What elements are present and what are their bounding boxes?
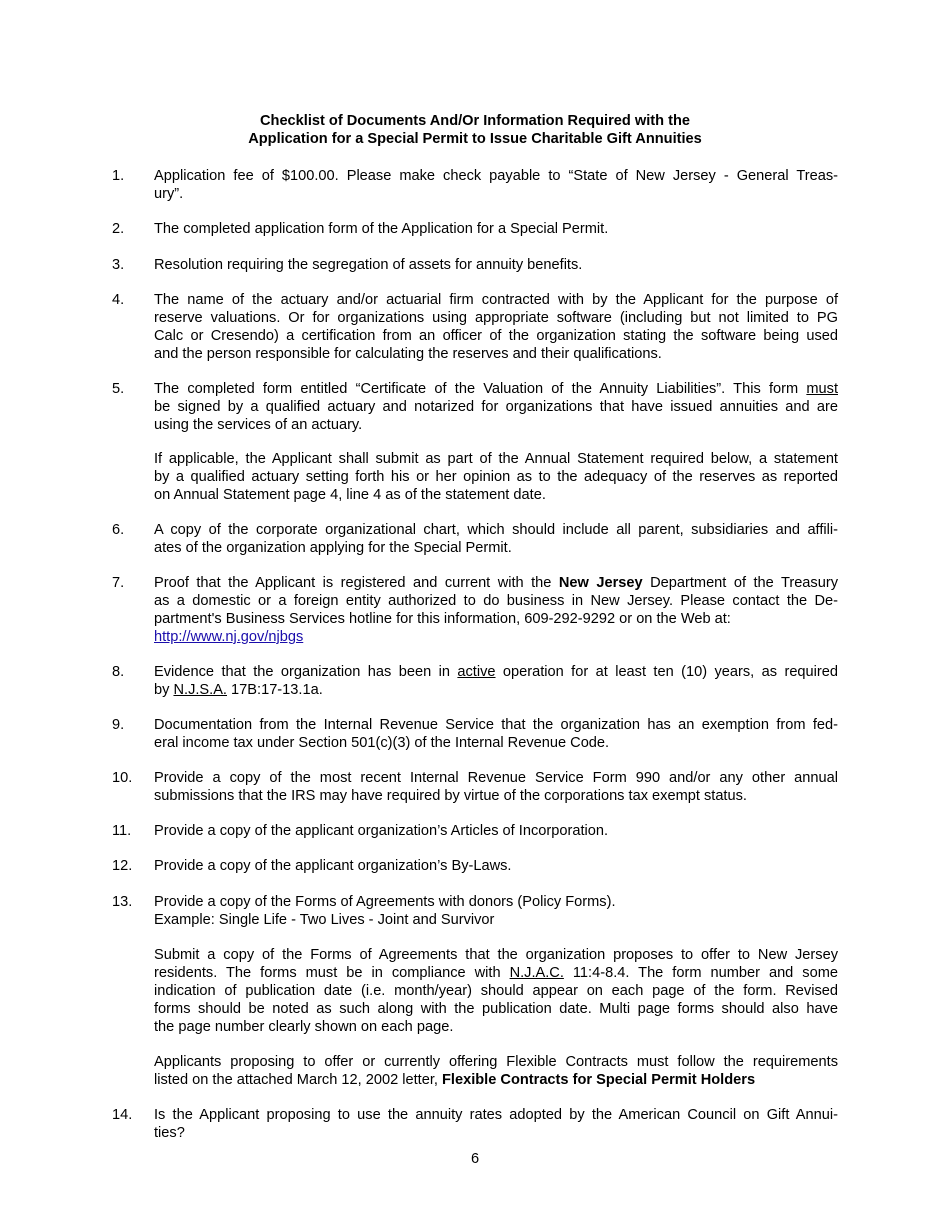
text-span: Department of the Treasury bbox=[642, 575, 838, 591]
text-line: Applicants proposing to offer or currently offering Flexible Contracts must follow the requirements bbox=[154, 1054, 838, 1070]
text-line bbox=[154, 964, 838, 982]
text-line: Provide a copy of the most recent Internal Revenue Service Form 990 and/or any other annual bbox=[154, 770, 838, 786]
text-line: forms should be noted as such along with the publication date. Multi page forms should also have bbox=[154, 1001, 838, 1017]
item-number: 5. bbox=[112, 381, 125, 397]
text-line: Provide a copy of the applicant organization’s By-Laws. bbox=[154, 858, 512, 874]
text-line: Example: Single Life - Two Lives - Joint and Survivor bbox=[154, 912, 495, 928]
text-line: and the person responsible for calculating the reserves and their qualifications. bbox=[154, 346, 662, 362]
item-text bbox=[154, 769, 838, 805]
item-text bbox=[154, 663, 838, 699]
text-span: The completed form entitled “Certificate of the Valuation of the Annuity Liabilities”. This form bbox=[154, 381, 807, 397]
item-number: 11. bbox=[112, 823, 132, 839]
text-line: submissions that the IRS may have required by virtue of the corporations tax exempt status. bbox=[154, 788, 747, 804]
text-line: be signed by a qualified actuary and notarized for organizations that have issued annuities and are bbox=[154, 399, 838, 415]
bold-text: Flexible Contracts for Special Permit Holders bbox=[442, 1072, 756, 1088]
text-line: reserve valuations. Or for organizations using appropriate software (including but not limited to PG bbox=[154, 310, 838, 326]
text-span: listed on the attached March 12, 2002 letter, bbox=[154, 1072, 443, 1088]
text-line bbox=[154, 681, 838, 699]
text-line: Provide a copy of the applicant organization’s Articles of Incorporation. bbox=[154, 823, 609, 839]
item-number: 9. bbox=[112, 717, 125, 733]
text-span: operation for at least ten (10) years, as required bbox=[495, 664, 839, 680]
text-line: on Annual Statement page 4, line 4 as of the statement date. bbox=[154, 487, 546, 503]
item-text bbox=[154, 716, 838, 752]
text-line bbox=[154, 574, 838, 592]
underlined-text: N.J.A.C. bbox=[509, 965, 564, 981]
title-line-1: Checklist of Documents And/Or Information Required with the bbox=[259, 113, 690, 129]
item-number: 6. bbox=[112, 522, 125, 538]
item-text bbox=[154, 893, 838, 929]
text-line bbox=[154, 380, 838, 398]
underlined-text: active bbox=[457, 664, 496, 680]
text-span: 17B:17-13.1a. bbox=[227, 682, 323, 698]
text-span: 11:4-8.4. The form number and some bbox=[563, 965, 838, 981]
bold-text: New Jersey bbox=[558, 575, 643, 591]
item-text bbox=[154, 167, 838, 203]
item-text bbox=[154, 220, 838, 238]
text-line: by a qualified actuary setting forth his or her opinion as to the adequacy of the reserves as reported bbox=[154, 469, 838, 485]
item-text bbox=[154, 857, 838, 875]
text-line: Submit a copy of the Forms of Agreements that the organization proposes to offer to New Jersey bbox=[154, 947, 838, 963]
text-span: by bbox=[154, 682, 174, 698]
item-number: 8. bbox=[112, 664, 125, 680]
item-number: 3. bbox=[112, 257, 125, 273]
item-text bbox=[154, 291, 838, 363]
underlined-text: N.J.S.A. bbox=[173, 682, 227, 698]
text-line: The name of the actuary and/or actuarial firm contracted with by the Applicant for the purpose of bbox=[154, 292, 838, 308]
njbgs-link[interactable]: http://www.nj.gov/njbgs bbox=[154, 629, 304, 645]
text-line: A copy of the corporate organizational chart, which should include all parent, subsidiaries and affili- bbox=[154, 522, 838, 538]
text-line: using the services of an actuary. bbox=[154, 417, 363, 433]
text-line: Calc or Cresendo) a certification from an officer of the organization stating the software being used bbox=[154, 328, 838, 344]
text-line bbox=[154, 1071, 838, 1089]
document-title bbox=[0, 112, 950, 148]
item-paragraph-2 bbox=[154, 450, 838, 504]
text-span: Evidence that the organization has been in bbox=[154, 664, 458, 680]
text-line: ates of the organization applying for the Special Permit. bbox=[154, 540, 512, 556]
text-line: Application fee of $100.00. Please make check payable to “State of New Jersey - General Treas- bbox=[154, 168, 838, 184]
text-line: partment's Business Services hotline for this information, 609-292-9292 or on the Web at: bbox=[154, 611, 731, 627]
item-paragraph-2 bbox=[154, 946, 838, 1036]
text-line bbox=[154, 628, 838, 646]
item-number: 12. bbox=[112, 858, 133, 874]
text-line: ties? bbox=[154, 1125, 185, 1141]
text-line: If applicable, the Applicant shall submit as part of the Annual Statement required below, a statement bbox=[154, 451, 838, 467]
item-number: 10. bbox=[112, 770, 133, 786]
item-number: 7. bbox=[112, 575, 125, 591]
item-number: 14. bbox=[112, 1107, 133, 1123]
text-line: ury”. bbox=[154, 186, 184, 202]
item-text bbox=[154, 521, 838, 557]
item-number: 13. bbox=[112, 894, 133, 910]
text-line: Provide a copy of the Forms of Agreements with donors (Policy Forms). bbox=[154, 894, 616, 910]
underlined-text: must bbox=[806, 381, 838, 397]
item-text bbox=[154, 574, 838, 646]
item-paragraph-3 bbox=[154, 1053, 838, 1089]
text-line: indication of publication date (i.e. month/year) should appear on each page of the form. Revised bbox=[154, 983, 838, 999]
text-line: as a domestic or a foreign entity authorized to do business in New Jersey. Please contact the De- bbox=[154, 593, 838, 609]
item-text bbox=[154, 380, 838, 434]
item-number: 1. bbox=[112, 168, 125, 184]
item-text bbox=[154, 256, 838, 274]
text-line: Is the Applicant proposing to use the annuity rates adopted by the American Council on Gift Annui- bbox=[154, 1107, 838, 1123]
text-line bbox=[154, 663, 838, 681]
text-line: the page number clearly shown on each page. bbox=[154, 1019, 454, 1035]
text-line: Documentation from the Internal Revenue Service that the organization has an exemption from fed- bbox=[154, 717, 838, 733]
item-number: 4. bbox=[112, 292, 125, 308]
item-text bbox=[154, 1106, 838, 1142]
item-text bbox=[154, 822, 838, 840]
item-number: 2. bbox=[112, 221, 125, 237]
page-number: 6 bbox=[470, 1151, 480, 1167]
title-line-2: Application for a Special Permit to Issue Charitable Gift Annuities bbox=[248, 131, 702, 147]
text-line: The completed application form of the Application for a Special Permit. bbox=[154, 221, 609, 237]
text-span: residents. The forms must be in compliance with bbox=[154, 965, 510, 981]
text-line: Resolution requiring the segregation of assets for annuity benefits. bbox=[154, 257, 583, 273]
text-span: Proof that the Applicant is registered and current with the bbox=[154, 575, 559, 591]
text-line: eral income tax under Section 501(c)(3) of the Internal Revenue Code. bbox=[154, 735, 610, 751]
